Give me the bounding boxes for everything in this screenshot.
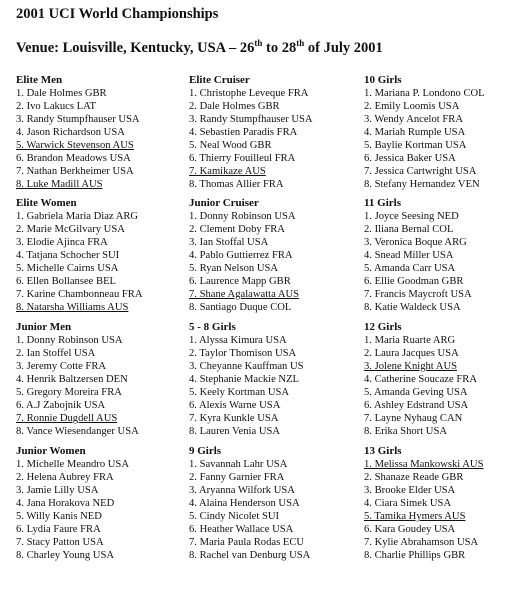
result-entry: 8. Katie Waldeck USA [364, 302, 461, 313]
result-entry: 5. Ryan Nelson USA [189, 263, 279, 274]
venue-line [16, 40, 383, 57]
result-entry: 2. Helena Aubrey FRA [16, 472, 114, 483]
venue-tail: of July 2001 [304, 40, 383, 56]
result-entry: 8. Lauren Venia USA [189, 426, 281, 437]
result-entry: 2. Dale Holmes GBR [189, 101, 280, 112]
results-block [364, 321, 513, 438]
results-block [189, 197, 359, 314]
result-entry: 5. Baylie Kortman USA [364, 140, 467, 151]
result-entry: 7. Maria Paula Rodas ECU [189, 537, 305, 548]
category-heading: 11 Girls [364, 197, 401, 209]
results-list [364, 458, 513, 562]
result-entry: 7. Nathan Berkheimer USA [16, 166, 134, 177]
result-entry: 7. Kyra Kunkle USA [189, 413, 279, 424]
result-entry: 3. Aryanna Wilfork USA [189, 485, 295, 496]
results-list [364, 334, 513, 438]
results-list [189, 458, 359, 562]
result-entry: 6. Jessica Baker USA [364, 153, 456, 164]
result-entry: 4. Mariah Rumple USA [364, 127, 466, 138]
result-entry: 4. Catherine Soucaze FRA [364, 374, 477, 385]
result-entry: 3. Randy Stumpfhauser USA [16, 114, 140, 125]
results-block [364, 197, 513, 314]
result-entry: 1. Michelle Meandro USA [16, 459, 129, 470]
venue-start-suffix: th [254, 38, 263, 49]
results-block [16, 321, 186, 438]
result-entry: 4. Sebastien Paradis FRA [189, 127, 298, 138]
result-entry: 8. Charlie Phillips GBR [364, 550, 466, 561]
result-entry: 6. Ellen Bollansee BEL [16, 276, 117, 287]
category-heading: Elite Cruiser [189, 74, 250, 86]
result-entry: 6. Thierry Fouilleul FRA [189, 153, 296, 164]
results-block [364, 74, 513, 191]
result-entry: 8. Stefany Hernandez VEN [364, 179, 480, 190]
result-entry: 5. Cindy Nicolet SUI [189, 511, 280, 522]
result-entry: 7. Francis Maycroft USA [364, 289, 472, 300]
result-entry: 5. Amanda Carr USA [364, 263, 456, 274]
result-entry: 1. Alyssa Kimura USA [189, 335, 287, 346]
result-entry: 8. Charley Young USA [16, 550, 115, 561]
category-heading: Elite Men [16, 74, 63, 86]
category-heading: 13 Girls [364, 445, 402, 457]
result-entry: 2. Clement Doby FRA [189, 224, 285, 235]
category-heading: Junior Women [16, 445, 86, 457]
result-entry: 2. Iliana Bernal COL [364, 224, 454, 235]
result-entry: 6. Laurence Mapp GBR [189, 276, 291, 287]
results-block [364, 445, 513, 562]
result-entry: 6. A.J Zabojnik USA [16, 400, 106, 411]
results-block [189, 74, 359, 191]
result-entry: 6. Lydia Faure FRA [16, 524, 101, 535]
venue-prefix: Venue: Louisville, Kentucky, USA – 26 [16, 40, 255, 56]
result-entry: 8. Rachel van Denburg USA [189, 550, 311, 561]
result-entry: 4. Tatjana Schocher SUI [16, 250, 120, 261]
category-heading: Junior Cruiser [189, 197, 259, 209]
result-entry: 6. Alexis Warne USA [189, 400, 281, 411]
category-heading: Junior Men [16, 321, 72, 333]
result-entry: 1. Donny Robinson USA [16, 335, 123, 346]
result-entry: 2. Emily Loomis USA [364, 101, 460, 112]
result-entry: 1. Savannah Lahr USA [189, 459, 288, 470]
results-list [16, 87, 186, 191]
result-entry: 1. Christophe Leveque FRA [189, 88, 309, 99]
results-list [16, 210, 186, 314]
result-entry: 8. Luke Madill AUS [16, 179, 103, 190]
result-entry: 8. Erika Short USA [364, 426, 447, 437]
results-list [189, 210, 359, 314]
result-entry: 3. Jeremy Cotte FRA [16, 361, 107, 372]
result-entry: 1. Joyce Seesing NED [364, 211, 459, 222]
results-block [189, 321, 359, 438]
result-entry: 1. Melissa Mankowski AUS [364, 459, 484, 470]
result-entry: 6. Kara Goudey USA [364, 524, 456, 535]
result-entry: 7. Jessica Cartwright USA [364, 166, 477, 177]
result-entry: 7. Ronnie Dugdell AUS [16, 413, 118, 424]
result-entry: 4. Henrik Baltzersen DEN [16, 374, 128, 385]
result-entry: 4. Ciara Simek USA [364, 498, 452, 509]
results-list [189, 334, 359, 438]
category-heading: 10 Girls [364, 74, 402, 86]
result-entry: 2. Ivo Lakucs LAT [16, 101, 97, 112]
result-entry: 2. Marie McGilvary USA [16, 224, 125, 235]
result-entry: 8. Santiago Duque COL [189, 302, 292, 313]
result-entry: 2. Ian Stoffel USA [16, 348, 96, 359]
page-title: 2001 UCI World Championships [16, 6, 219, 22]
result-entry: 1. Dale Holmes GBR [16, 88, 107, 99]
result-entry: 7. Karine Chambonneau FRA [16, 289, 143, 300]
venue-middle: to 28 [262, 40, 297, 56]
result-entry: 5. Neal Wood GBR [189, 140, 272, 151]
results-list [16, 458, 186, 562]
result-entry: 8. Natarsha Williams AUS [16, 302, 129, 313]
result-entry: 3. Randy Stumpfhauser USA [189, 114, 313, 125]
result-entry: 2. Shanaze Reade GBR [364, 472, 464, 483]
result-entry: 4. Stephanie Mackie NZL [189, 374, 300, 385]
result-entry: 4. Snead Miller USA [364, 250, 454, 261]
category-heading: 9 Girls [189, 445, 222, 457]
result-entry: 5. Tamika Hymers AUS [364, 511, 466, 522]
result-entry: 6. Ashley Edstrand USA [364, 400, 469, 411]
result-entry: 6. Brandon Meadows USA [16, 153, 131, 164]
result-entry: 5. Gregory Moreira FRA [16, 387, 122, 398]
results-block [16, 74, 186, 191]
result-entry: 3. Cheyanne Kauffman US [189, 361, 304, 372]
result-entry: 7. Kamikaze AUS [189, 166, 266, 177]
result-entry: 2. Laura Jacques USA [364, 348, 459, 359]
results-block [16, 445, 186, 562]
result-entry: 5. Warwick Stevenson AUS [16, 140, 134, 151]
result-entry: 7. Shane Agalawatta AUS [189, 289, 300, 300]
result-entry: 7. Stacy Patton USA [16, 537, 104, 548]
result-entry: 1. Maria Ruarte ARG [364, 335, 456, 346]
result-entry: 5. Michelle Cairns USA [16, 263, 119, 274]
result-entry: 2. Taylor Thomison USA [189, 348, 297, 359]
result-entry: 5. Keely Kortman USA [189, 387, 290, 398]
result-entry: 1. Donny Robinson USA [189, 211, 296, 222]
result-entry: 5. Willy Kanis NED [16, 511, 102, 522]
result-entry: 4. Jason Richardson USA [16, 127, 125, 138]
result-entry: 8. Thomas Allier FRA [189, 179, 284, 190]
result-entry: 2. Fanny Garnier FRA [189, 472, 285, 483]
result-entry: 4. Alaina Henderson USA [189, 498, 300, 509]
result-entry: 4. Pablo Guttierrez FRA [189, 250, 293, 261]
result-entry: 1. Gabriela Maria Diaz ARG [16, 211, 139, 222]
results-list [364, 87, 513, 191]
category-heading: Elite Women [16, 197, 77, 209]
result-entry: 5. Amanda Geving USA [364, 387, 468, 398]
result-entry: 3. Veronica Boque ARG [364, 237, 467, 248]
result-entry: 7. Kylie Abrahamson USA [364, 537, 479, 548]
results-list [364, 210, 513, 314]
result-entry: 3. Wendy Ancelot FRA [364, 114, 463, 125]
results-list [189, 87, 359, 191]
result-entry: 3. Jolene Knight AUS [364, 361, 457, 372]
result-entry: 1. Mariana P. Londono COL [364, 88, 485, 99]
result-entry: 3. Ian Stoffal USA [189, 237, 269, 248]
results-block [16, 197, 186, 314]
result-entry: 7. Layne Nyhaug CAN [364, 413, 463, 424]
result-entry: 6. Ellie Goodman GBR [364, 276, 464, 287]
results-block [189, 445, 359, 562]
venue-end-suffix: th [296, 38, 305, 49]
result-entry: 8. Vance Wiesendanger USA [16, 426, 139, 437]
result-entry: 4. Jana Horakova NED [16, 498, 115, 509]
result-entry: 3. Brooke Elder USA [364, 485, 456, 496]
result-entry: 3. Jamie Lilly USA [16, 485, 99, 496]
category-heading: 5 - 8 Girls [189, 321, 236, 333]
result-entry: 6. Heather Wallace USA [189, 524, 294, 535]
result-entry: 3. Elodie Ajinca FRA [16, 237, 108, 248]
category-heading: 12 Girls [364, 321, 402, 333]
results-list [16, 334, 186, 438]
